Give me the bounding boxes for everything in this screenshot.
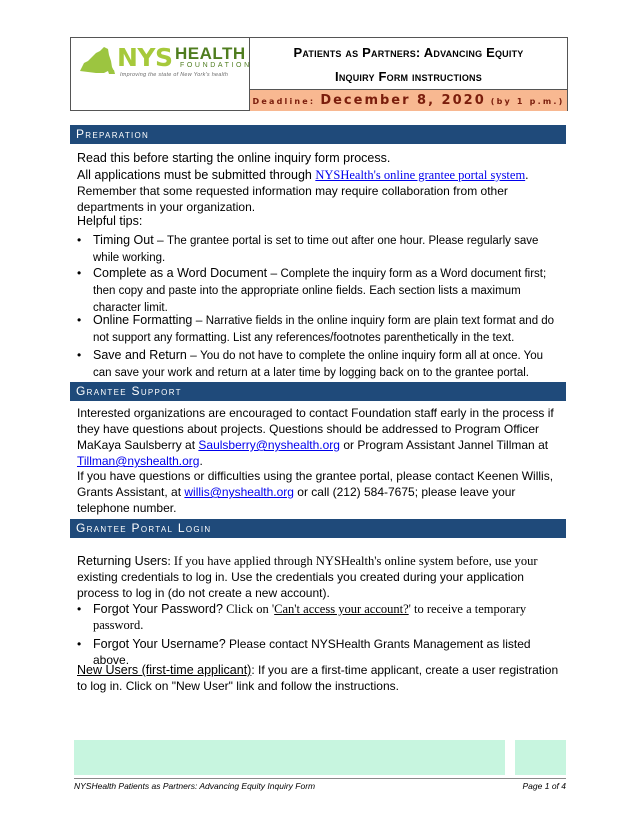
returning-users-label: Returning Users: [77, 554, 168, 568]
support-p1-pre: Interested organizations are encouraged to contact Foundation staff early in the process if they have questions about projects. Questions should be addressed to Program Officer MaKaya Saulsberry at: [77, 406, 554, 452]
submit-pre: All applications must be submitted through: [77, 168, 316, 182]
returning-users-paragraph: [77, 553, 561, 601]
new-users-paragraph: [77, 662, 561, 694]
nyshealth-logo: [71, 38, 250, 110]
tip-lead: Save and Return: [93, 348, 187, 362]
tip-item: • Complete as a Word Document – Complete the inquiry form as a Word document first; then copy and paste into the appropriate online fields. Each section lists a maximum character limit.: [77, 266, 547, 314]
login-item-pre: Please contact NYSHealth Grants Management as listed above.: [93, 637, 531, 667]
login-item-post: ' to receive a temporary password.: [93, 602, 527, 632]
tip-lead: Timing Out: [93, 233, 154, 247]
title-line-2: Inquiry Form instructions: [335, 69, 482, 84]
footer-page-number: Page 1 of 4: [522, 781, 566, 791]
document-title: [250, 38, 567, 89]
new-york-state-map-icon: [78, 45, 116, 77]
willis-email-link[interactable]: willis@nyshealth.org: [184, 485, 294, 499]
login-item-pre: Click on ': [222, 602, 275, 616]
support-paragraph-1: [77, 405, 561, 469]
collab-text: Remember that some requested information may require collaboration from other departments in your organization.: [77, 184, 508, 214]
new-users-label: New Users (first-time applicant): [77, 663, 252, 677]
tip-body: The grantee portal is set to time out after one hour. Please regularly save while working.: [93, 235, 539, 264]
section-header-preparation: Preparation: [70, 125, 566, 144]
tip-body: Narrative fields in the online inquiry form are plain text format and do not support any formatting. List any references/footnotes parenthetically in the text.: [93, 315, 555, 344]
header-table: [70, 37, 568, 111]
returning-users-rest: existing credentials to log in. Use the credentials you created during your application process to log in (do not create a new account).: [77, 570, 524, 600]
login-item: [77, 601, 561, 633]
deadline-label: Deadline:: [252, 97, 316, 106]
footer-highlight-box: [74, 740, 505, 775]
footer-divider: [74, 778, 566, 779]
tillman-email-link[interactable]: Tillman@nyshealth.org: [77, 454, 200, 468]
saulsberry-email-link[interactable]: Saulsberry@nyshealth.org: [198, 438, 340, 452]
logo-health-text: HEALTH: [175, 44, 246, 63]
support-p2-post: or call (212) 584-7675; please leave your telephone number.: [77, 485, 516, 515]
title-line-1: Patients as Partners: Advancing Equity: [293, 45, 524, 60]
logo-tagline: Improving the state of New York's health: [120, 72, 229, 78]
support-paragraph-2: [77, 468, 561, 516]
support-p1-post: .: [199, 454, 203, 468]
support-p2-pre: If you have questions or difficulties using the grantee portal, please contact Keenen Willis, Grants Assistant, at: [77, 469, 554, 499]
deadline-time: (by 1 p.m.): [490, 97, 565, 106]
login-item-lead: Forgot Your Username?: [93, 637, 226, 651]
returning-users-serif: : If you have applied through NYSHealth's online system before, use your: [167, 554, 538, 568]
tip-item: • Timing Out – The grantee portal is set to time out after one hour. Please regularly save while working.: [77, 233, 539, 264]
footer-document-name: NYSHealth Patients as Partners: Advancing Equity Inquiry Form: [74, 781, 316, 791]
support-p1-mid: or Program Assistant Jannel Tillman at: [339, 438, 549, 452]
deadline-banner: [250, 89, 567, 111]
footer-highlight-box-small: [515, 740, 566, 775]
submit-post: .: [525, 168, 529, 182]
submit-paragraph: [77, 167, 561, 215]
bullet-icon: •: [77, 637, 82, 651]
preparation-intro: Read this before starting the online inquiry form process.: [77, 151, 391, 165]
bullet-icon: •: [77, 602, 82, 616]
logo-nys-text: NYS: [117, 43, 173, 72]
login-item-lead: Forgot Your Password?: [93, 602, 223, 616]
tip-item: • Save and Return – You do not have to complete the online inquiry form all at once. You can save your work and return at a later time by logging back on to the grantee portal.: [77, 348, 544, 379]
cant-access-account-link[interactable]: Can't access your account?: [274, 602, 409, 616]
new-users-text: : If you are a first-time applicant, create a user registration to log in. Click on "New User" link and follow the instructions.: [77, 663, 559, 693]
tip-body: Complete the inquiry form as a Word document first; then copy and paste into the appropriate online fields. Each section lists a maximum character limit.: [93, 268, 547, 314]
grantee-portal-link[interactable]: NYSHealth's online grantee portal system: [315, 168, 526, 182]
bullet-icon: •: [77, 313, 82, 327]
deadline-date: December 8, 2020: [320, 93, 486, 108]
bullet-icon: •: [77, 266, 82, 280]
logo-foundation-text: FOUNDATION: [180, 62, 252, 69]
helpful-tips-label: Helpful tips:: [77, 214, 143, 228]
section-header-portal-login: Grantee Portal Login: [70, 519, 566, 538]
section-header-grantee-support: Grantee Support: [70, 382, 566, 401]
tip-item: • Online Formatting – Narrative fields in the online inquiry form are plain text format and do not support any formatting. List any references/footnotes parenthetically in the text.: [77, 313, 555, 344]
tip-lead: Online Formatting: [93, 313, 193, 327]
bullet-icon: •: [77, 348, 82, 362]
bullet-icon: •: [77, 233, 82, 247]
tip-lead: Complete as a Word Document: [93, 266, 268, 280]
tip-body: You do not have to complete the online inquiry form all at once. You can save your work and return at a later time by logging back on to the grantee portal.: [93, 350, 544, 379]
